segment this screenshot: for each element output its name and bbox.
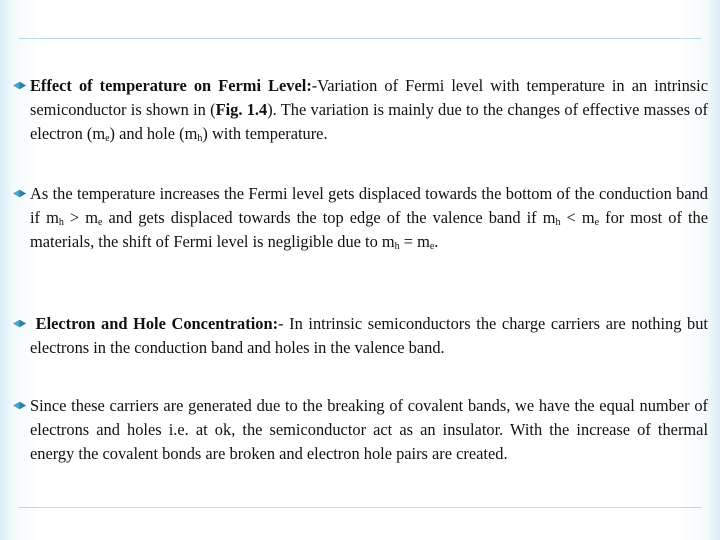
bullet-heading: Effect of temperature on Fermi Level: [30, 76, 312, 95]
bullet-fermi-displacement [10, 182, 708, 253]
bullet-heading: Electron and Hole Concentration: [35, 314, 279, 333]
diamond-bullet-icon [12, 186, 27, 201]
bottom-divider [18, 507, 702, 508]
bullet-text: Electron and Hole Concentration:- In intrinsic semiconductors the charge carriers are nothing but electrons in the conduction band and holes in the valence band. [30, 314, 708, 357]
figure-reference: Fig. 1.4 [215, 99, 268, 119]
diamond-bullet-icon [12, 316, 27, 331]
diamond-bullet-icon [12, 78, 27, 93]
bullet-text: As the temperature increases the Fermi level gets displaced towards the bottom of the conduction band if $m_h > m_e$ and gets displaced towards the top edge of the valence band if $m_h < m_e$ for most of the materials, the shift of Fermi level is negligible due to $m_h = m_e$. [30, 184, 708, 252]
bullet-fermi-temperature [10, 74, 708, 145]
bullet-text: Effect of temperature on Fermi Level:-Variation of Fermi level with temperature in an intrinsic semiconductor is shown in (Fig. 1.4). The variation is mainly due to the changes of effective masses of electron $(m_e)$ and hole $(m_h)$ with temperature. [30, 76, 709, 144]
diamond-bullet-icon [12, 398, 27, 413]
top-divider [18, 38, 702, 39]
bullet-carrier-generation [10, 394, 708, 465]
bullet-carrier-concentration [10, 312, 708, 360]
bullet-text: Since these carriers are generated due to the breaking of covalent bands, we have the equal number of electrons and holes i.e. at ok, the semiconductor act as an insulator. With the increase of thermal energy the covalent bonds are broken and electron hole pairs are created. [30, 396, 708, 463]
